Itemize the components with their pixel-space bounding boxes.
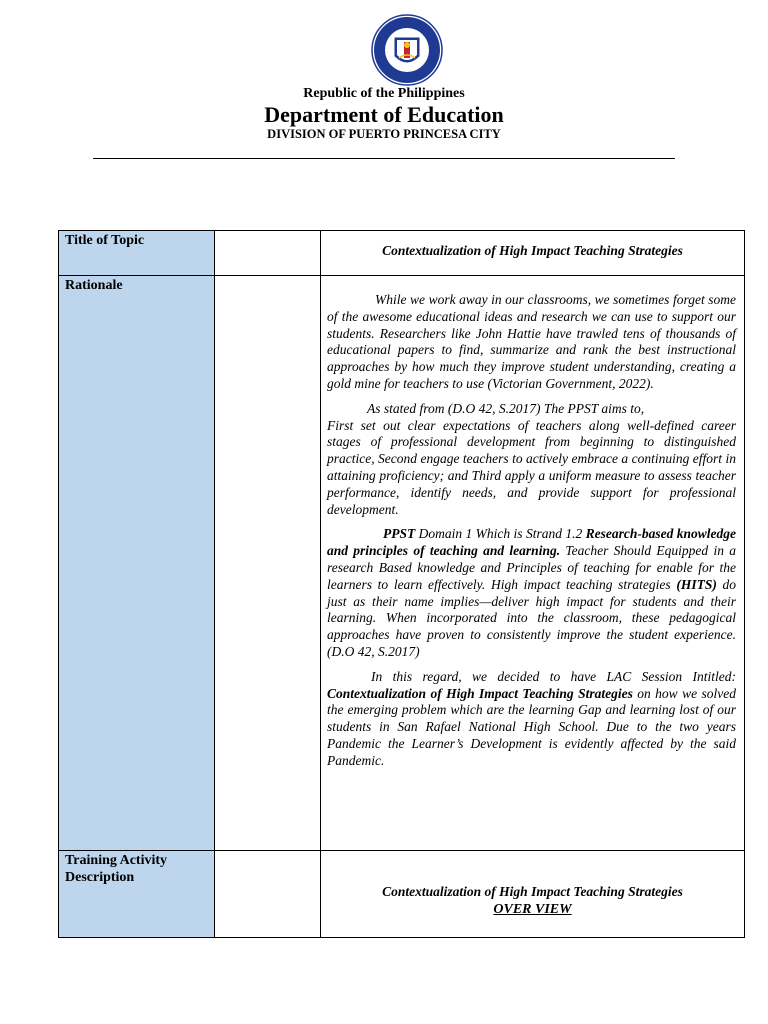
topic-title: Contextualization of High Impact Teaching Strategies xyxy=(382,243,683,258)
table-row-title xyxy=(59,231,745,276)
lac-plan-table xyxy=(58,230,745,938)
rationale-text xyxy=(321,276,744,770)
rationale-paragraph-2: As stated from (D.O 42, S.2017) The PPST aims to, First set out clear expectations of teachers along well-defined career stages of professional development from beginning to distinguished practice, Second engage teachers to actively embrace a continuing effort in attaining proficiency; and Third apply a uniform measure to assess teacher performance, identify needs, and provide support for professional development. xyxy=(327,400,736,517)
deped-seal-icon xyxy=(371,14,443,86)
rationale-paragraph-3: PPST Domain 1 Which is Strand 1.2 Research-based knowledge and principles of teaching and learning. Teacher Should Equipped in a research Based knowledge and Principles of teaching for enable for the learners to learn effectively. High impact teaching strategies (HITS) do just as their name implies—deliver high impact for students and their learning. When incorporated into the classroom, these pedagogical approaches have proven to consistently improve the student experience. (D.O 42, S.2017) xyxy=(327,526,737,659)
header-divider xyxy=(93,158,675,159)
overview-heading: OVER VIEW xyxy=(493,902,572,917)
deped-seal xyxy=(371,14,443,86)
department-title: Department of Education xyxy=(264,102,504,127)
table-row-rationale xyxy=(59,276,745,851)
empty-cell xyxy=(215,851,321,938)
republic-text: Republic of the Philippines xyxy=(303,86,465,101)
division-text: DIVISION OF PUERTO PRINCESA CITY xyxy=(267,127,501,141)
title-of-topic-cell xyxy=(321,231,745,276)
training-activity-cell xyxy=(321,851,745,938)
title-of-topic-label: Title of Topic xyxy=(59,231,215,276)
empty-cell xyxy=(215,276,321,851)
training-activity-label: Training Activity Description xyxy=(59,851,215,938)
rationale-cell xyxy=(321,276,745,851)
rationale-label: Rationale xyxy=(59,276,215,851)
empty-cell xyxy=(215,231,321,276)
table-row-training xyxy=(59,851,745,938)
rationale-paragraph-4: In this regard, we decided to have LAC Session Intitled: Contextualization of High Impact Teaching Strategies on how we solved the emerging problem which are the learning Gap and learning lost of our students in San Rafael National High School. Due to the two years Pandemic the Learner’s Development is evidently affected by the said Pandemic. xyxy=(327,668,736,768)
rationale-paragraph-1: While we work away in our classrooms, we sometimes forget some of the awesome educational ideas and research we can use to support our students. Researchers like John Hattie have trawled tens of thousands of educational papers to find, summarize and rank the best instructional approaches by how much they improve student understanding, creating a gold mine for teachers to use (Victorian Government, 2022). xyxy=(327,292,736,391)
training-activity-text xyxy=(321,851,744,919)
training-title: Contextualization of High Impact Teaching Strategies xyxy=(382,884,683,899)
